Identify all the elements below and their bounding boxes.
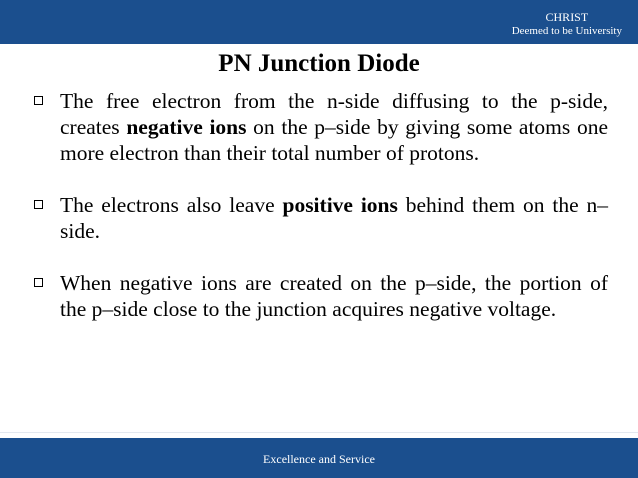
checkbox-bullet-icon [34, 96, 43, 105]
bullet-text: The free electron from the n-side diffusing to the p-side, creates [60, 89, 608, 139]
bullet-text: The electrons also leave [60, 193, 283, 217]
bullet-emphasis: negative ions [126, 115, 247, 139]
checkbox-bullet-icon [34, 200, 43, 209]
bullet-text: on the p–side by giving some atoms one more electron than their total number of protons. [60, 115, 608, 165]
footer-divider [0, 432, 638, 433]
bullet-text: behind them on the n–side. [60, 193, 608, 243]
bullet-list [32, 88, 608, 322]
brand-name: CHRIST [545, 10, 589, 24]
brand-tagline: Deemed to be University [511, 25, 622, 37]
bullet-text: When negative ions are created on the p–side, the portion of the p–side close to the junction acquires negative voltage. [60, 271, 608, 321]
checkbox-bullet-icon [34, 278, 43, 287]
bullet-emphasis: positive ions [282, 193, 398, 217]
bullet-item-1 [32, 88, 608, 166]
university-brand [512, 10, 622, 39]
slide-title: PN Junction Diode [218, 50, 420, 77]
bullet-item-2 [32, 192, 608, 244]
footer-motto: Excellence and Service [263, 452, 375, 466]
bullet-item-3 [32, 270, 608, 322]
